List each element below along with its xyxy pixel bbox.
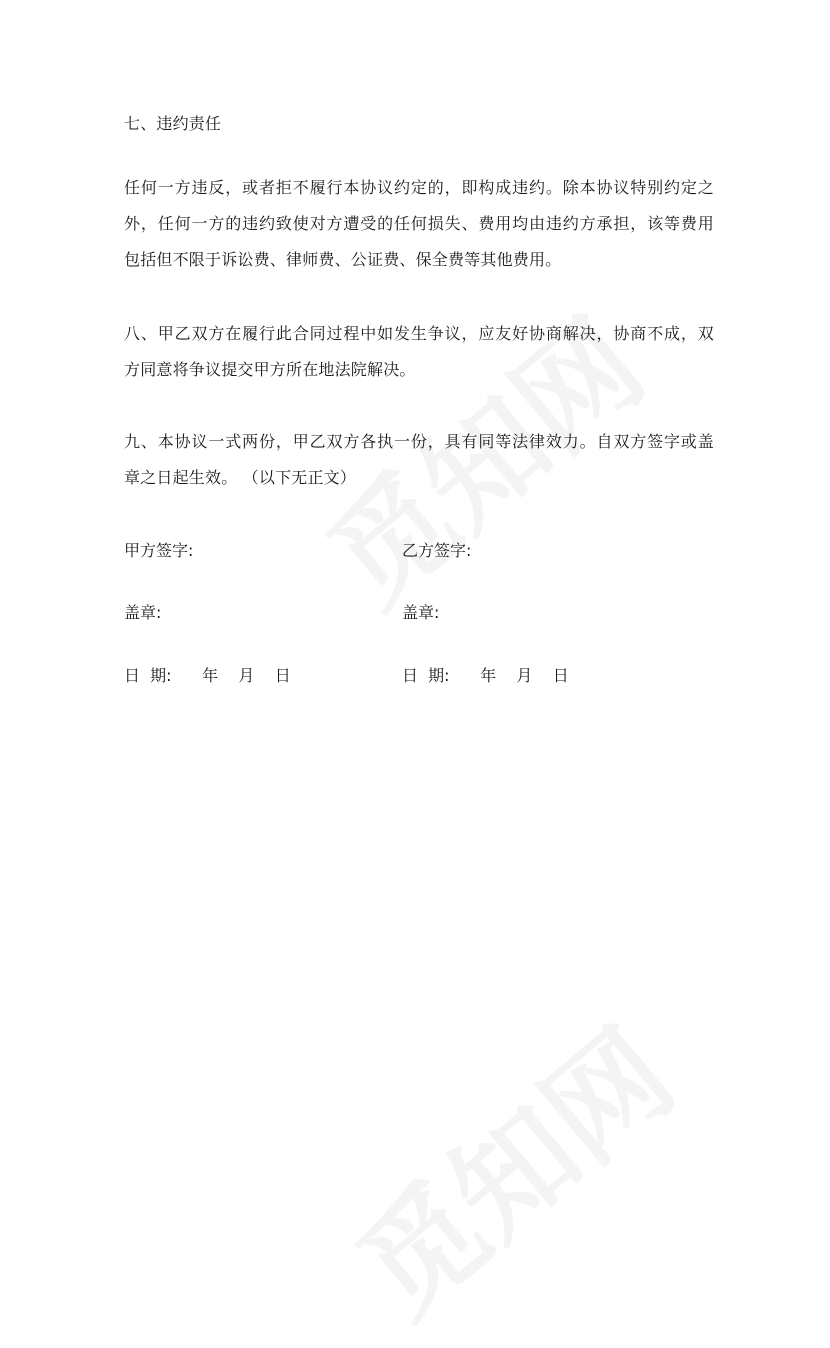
paragraph-line: 任何一方违反，或者拒不履行本协议约定的，即构成违约。除本协议特别约定之 bbox=[124, 178, 714, 197]
paragraph-line: 九、本协议一式两份，甲乙双方各执一份，具有同等法律效力。自双方签字或盖 bbox=[124, 432, 714, 451]
section-body-8 bbox=[124, 316, 714, 388]
section-heading-text: 七、违约责任 bbox=[124, 114, 222, 133]
watermark-bottom bbox=[317, 984, 703, 1347]
section-heading-7 bbox=[124, 106, 714, 142]
party-a-sign-label: 甲方签字: bbox=[124, 541, 194, 560]
paragraph-line: 外，任何一方的违约致使对方遭受的任何损失、费用均由违约方承担，该等费用 bbox=[124, 214, 714, 233]
party-b-sign-label: 乙方签字: bbox=[402, 541, 472, 560]
party-a-date-label: 日 期: 年 月 日 bbox=[124, 666, 291, 685]
section-body-7 bbox=[124, 170, 714, 278]
party-b-date-label: 日 期: 年 月 日 bbox=[402, 666, 569, 685]
party-a-seal-label: 盖章: bbox=[124, 603, 162, 622]
section-body-9 bbox=[124, 424, 714, 496]
paragraph-line: 八、甲乙双方在履行此合同过程中如发生争议，应友好协商解决，协商不成，双 bbox=[124, 324, 714, 343]
paragraph-line: 包括但不限于诉讼费、律师费、公证费、保全费等其他费用。 bbox=[124, 250, 562, 269]
party-b-seal-label: 盖章: bbox=[402, 603, 440, 622]
paragraph-line: 方同意将争议提交甲方所在地法院解决。 bbox=[124, 360, 416, 379]
paragraph-line: 章之日起生效。 （以下无正文） bbox=[124, 468, 357, 487]
